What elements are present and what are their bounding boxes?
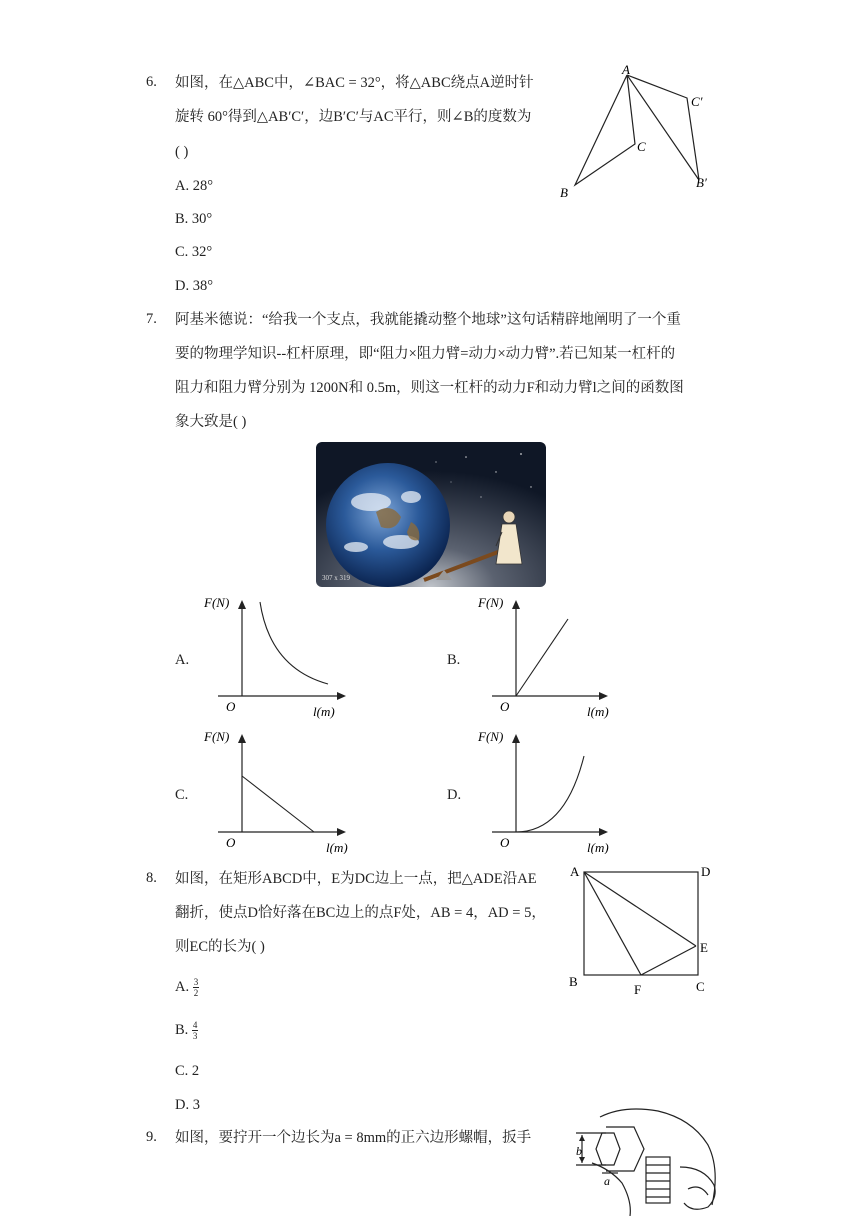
q7-option-b[interactable]: B. (447, 652, 461, 668)
label-c-prime: C′ (691, 94, 703, 109)
fraction-3-2: $\frac{3}{2}$ (193, 977, 199, 999)
graph-d-origin: O (500, 835, 510, 850)
label-e: E (700, 940, 708, 955)
graph-a-xlabel: l(m) (313, 704, 335, 719)
q8-option-a[interactable]: A. $\frac{3}{2}$ (175, 977, 199, 999)
segment-ae (584, 872, 696, 946)
graph-c-origin: O (226, 835, 236, 850)
q7-graph-d[interactable] (470, 728, 630, 854)
graph-d-xlabel: l(m) (587, 840, 609, 854)
label-a: A (622, 62, 630, 77)
q6-blank: ( ) (175, 144, 189, 160)
label-b: B (560, 185, 568, 200)
q6-number: 6. (146, 74, 157, 90)
label-b-prime: B′ (696, 175, 707, 190)
q6-option-a[interactable]: A. 28° (175, 178, 214, 194)
q8-option-d[interactable]: D. 3 (175, 1097, 200, 1113)
q7-graph-c[interactable] (196, 728, 356, 854)
q7-option-d[interactable]: D. (447, 787, 462, 803)
label-c: C (637, 139, 646, 154)
hex-nut (596, 1133, 620, 1165)
label-a: A (570, 864, 580, 879)
q9-wrench-figure (562, 1105, 722, 1216)
rectangle-abcd (584, 872, 698, 975)
triangle-ab1c1 (627, 75, 699, 180)
triangle-abc (575, 75, 635, 185)
linear-line (516, 619, 568, 696)
photo-caption: 307 x 319 (322, 574, 350, 582)
q8-line1: 如图，在矩形ABCD中，E为DC边上一点，把△ADE沿AE (175, 871, 537, 887)
q6-option-d[interactable]: D. 38° (175, 278, 214, 294)
graph-a-origin: O (226, 699, 236, 714)
label-b: B (569, 974, 578, 989)
graph-a-ylabel: F(N) (204, 595, 230, 610)
adjuster-screw (646, 1157, 670, 1203)
q8-option-b[interactable]: B. $\frac{4}{3}$ (175, 1020, 198, 1042)
q8-number: 8. (146, 870, 157, 886)
q8-rectangle-figure (562, 858, 727, 998)
wrench-handle-end (680, 1167, 715, 1209)
graph-b-origin: O (500, 699, 510, 714)
q7-option-a[interactable]: A. (175, 652, 190, 668)
fraction-4-3: $\frac{4}{3}$ (192, 1020, 198, 1042)
q7-option-c[interactable]: C. (175, 787, 189, 803)
q6-triangle-figure (555, 60, 725, 205)
graph-d-ylabel: F(N) (478, 729, 504, 744)
label-c: C (696, 979, 705, 994)
q7-line2: 要的物理学知识--杠杆原理，即“阻力×阻力臂=动力×动力臂”.若已知某一杠杆的 (175, 346, 676, 362)
segment-fe (641, 946, 696, 975)
q6-option-b[interactable]: B. 30° (175, 211, 213, 227)
segment-af (584, 872, 641, 975)
q8-line2: 翻折，使点D恰好落在BC边上的点F处，AB = 4，AD = 5， (175, 905, 546, 921)
q7-number: 7. (146, 311, 157, 327)
label-d: D (701, 864, 711, 879)
q7-graph-b[interactable] (470, 594, 630, 720)
q6-line1: 如图，在△ABC中，∠BAC = 32°，将△ABC绕点A逆时针 (175, 75, 534, 91)
inverse-curve (260, 602, 328, 684)
label-f: F (634, 982, 642, 997)
q8-option-c[interactable]: C. 2 (175, 1063, 200, 1079)
q7-line4: 象大致是( ) (175, 414, 247, 430)
graph-b-xlabel: l(m) (587, 704, 609, 719)
decreasing-line (242, 776, 314, 832)
q7-line1: 阿基米德说：“给我一个支点，我就能撬动整个地球”这句话精辟地阐明了一个重 (175, 312, 681, 328)
parabola-curve (516, 756, 584, 832)
q6-option-c[interactable]: C. 32° (175, 244, 213, 260)
q6-line2: 旋转 60°得到△AB′C′，边B′C′与AC平行，则∠B的度数为 (175, 109, 532, 125)
archimedes-photo (316, 442, 546, 587)
graph-b-ylabel: F(N) (478, 595, 504, 610)
label-a: a (604, 1174, 610, 1188)
q9-line1: 如图，要拧开一个边长为a = 8mm的正六边形螺帽，扳手 (175, 1130, 532, 1146)
q7-line3: 阻力和阻力臂分别为 1200N和 0.5m，则这一杠杆的动力F和动力臂l之间的函数图 (175, 380, 684, 396)
q7-graph-a[interactable] (196, 594, 356, 720)
graph-c-xlabel: l(m) (326, 840, 348, 854)
label-b: b (576, 1144, 582, 1158)
graph-c-ylabel: F(N) (204, 729, 230, 744)
q9-number: 9. (146, 1129, 157, 1145)
q8-line3: 则EC的长为( ) (175, 939, 265, 955)
